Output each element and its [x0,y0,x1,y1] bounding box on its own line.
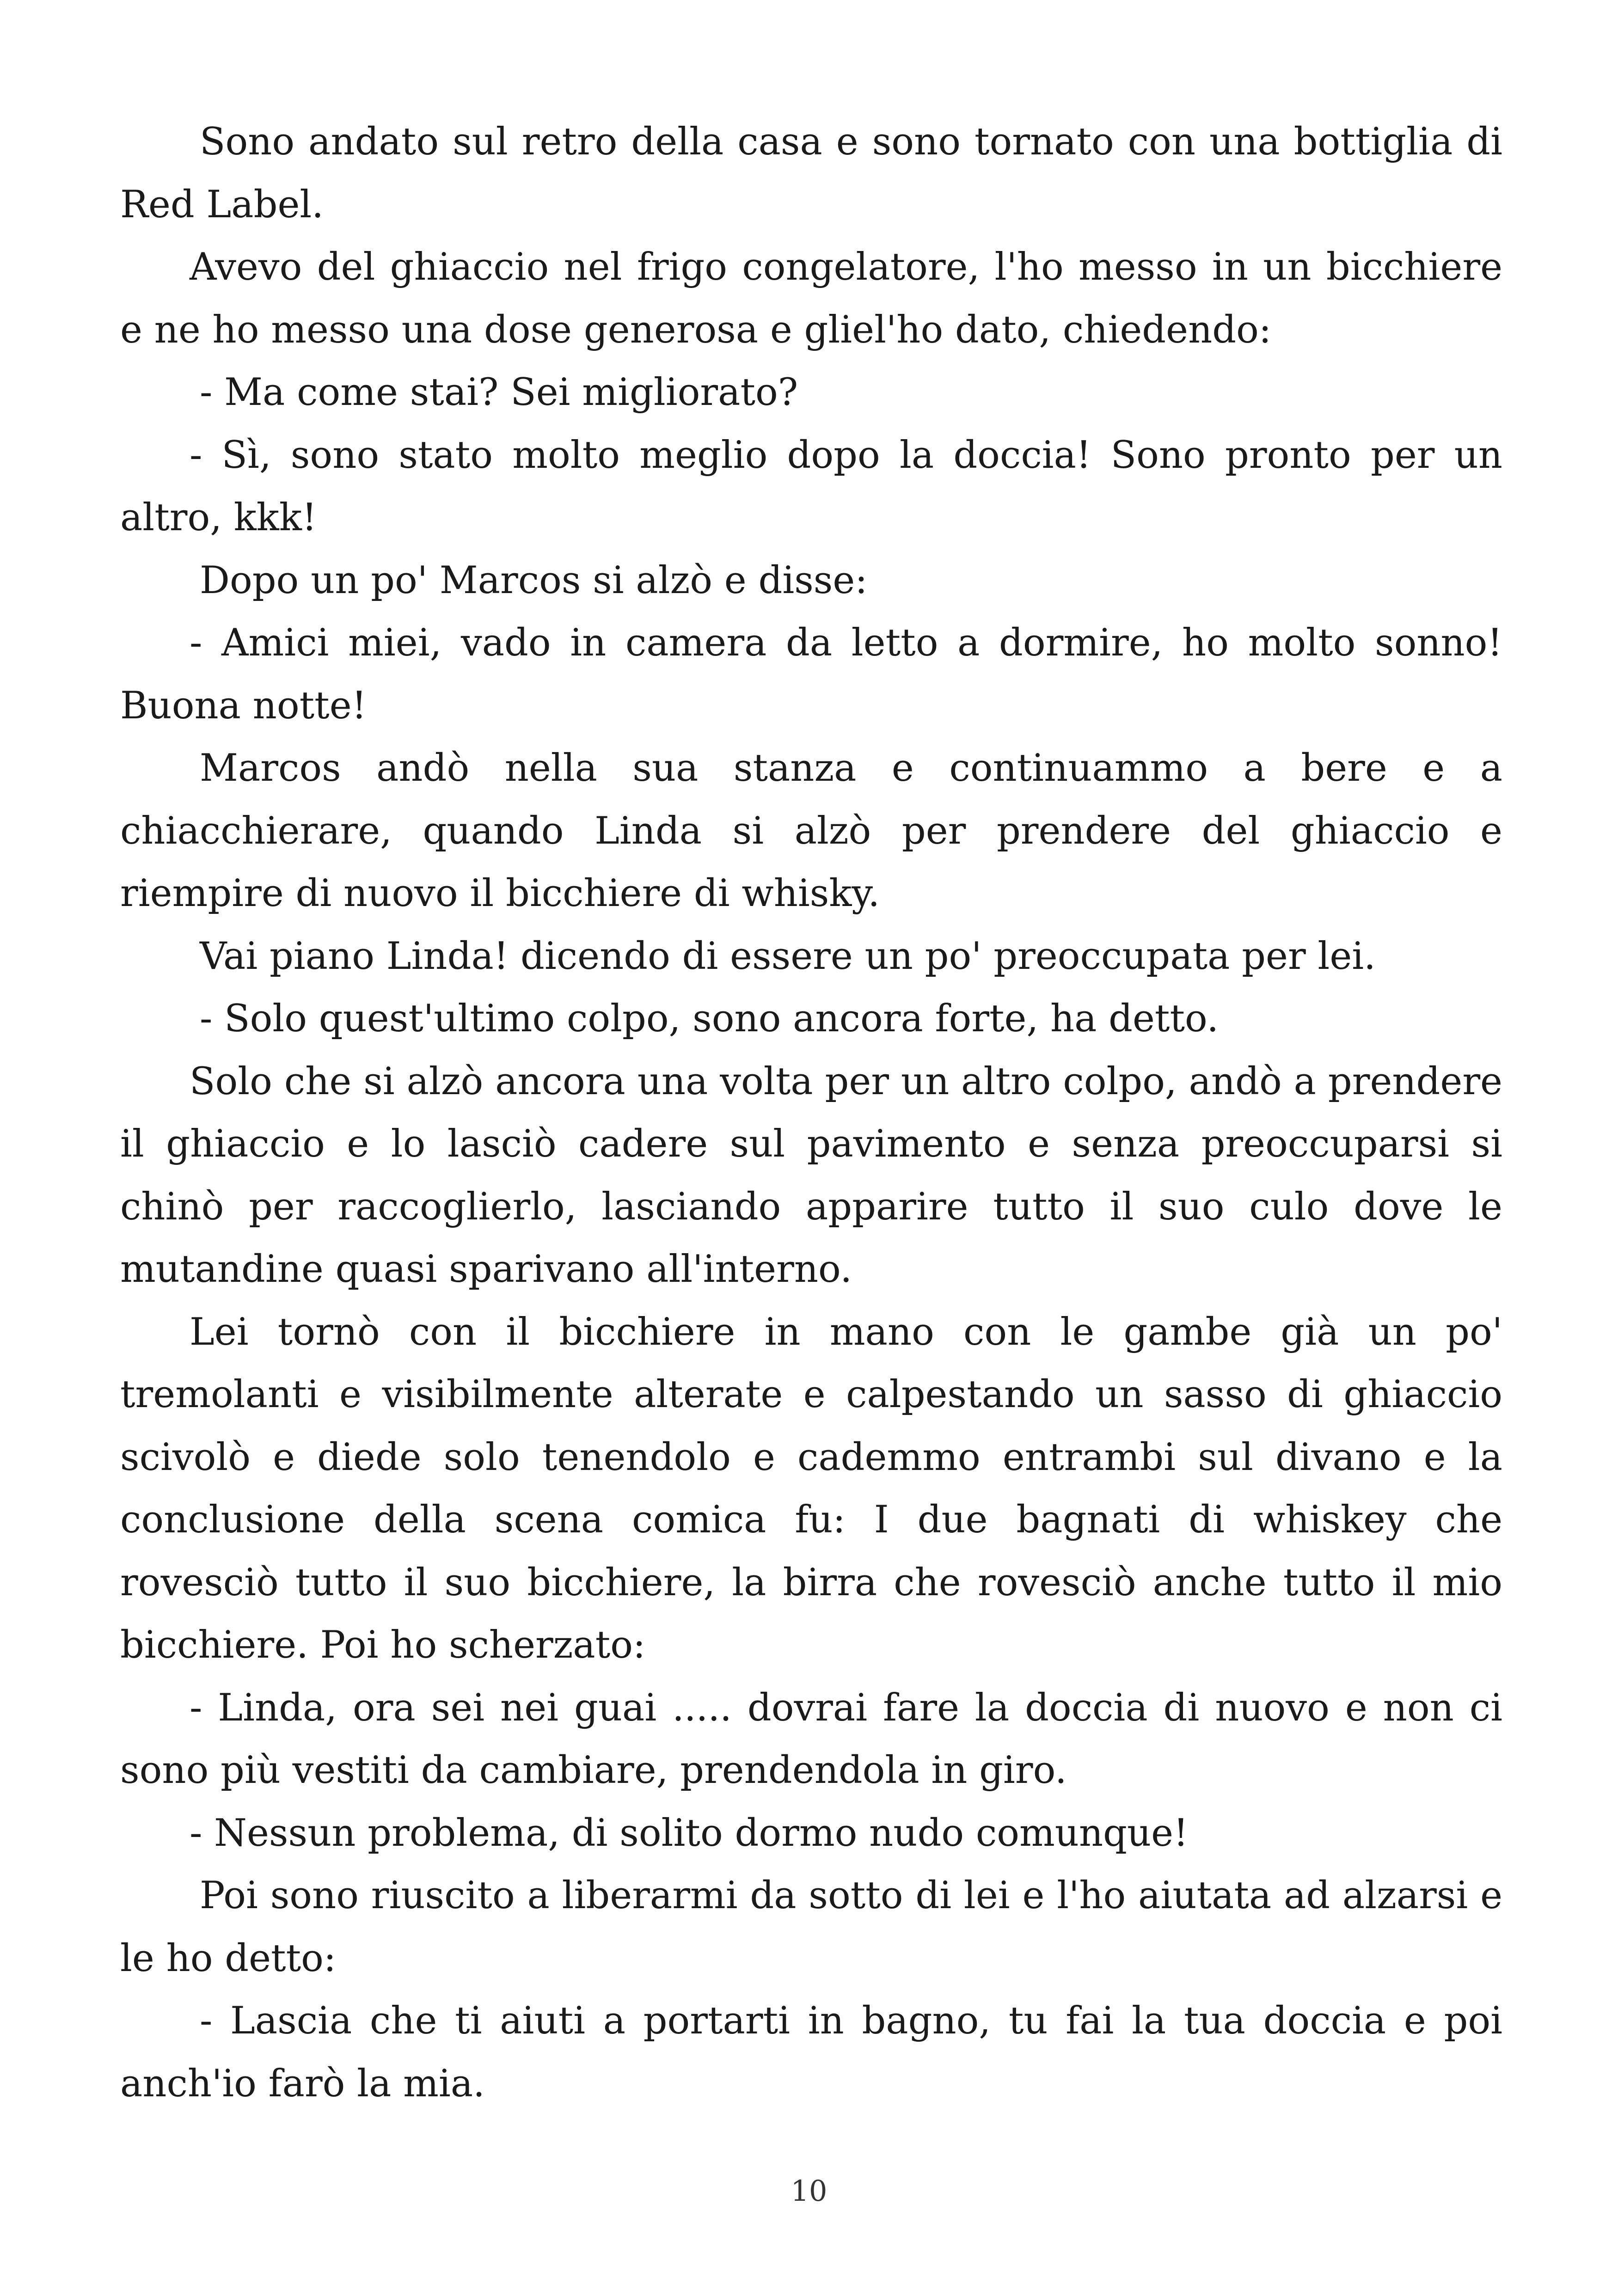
paragraph: - Nessun problema, di solito dormo nudo comunque! [190,1811,1189,1855]
paragraph: Dopo un po' Marcos si alzò e disse: [200,558,868,602]
paragraph: - Ma come stai? Sei migliorato? [200,371,798,414]
paragraph: - Amici miei, vado in camera da letto a dormire, ho molto sonno! Buona notte! [120,621,1502,728]
paragraph: Poi sono riuscito a liberarmi da sotto di lei e l'ho aiutata ad alzarsi e le ho detto: [120,1874,1502,1980]
page-number: 10 [791,2174,827,2208]
paragraph: Avevo del ghiaccio nel frigo congelatore, l'ho messo in un bicchiere e ne ho messo una dose generosa e gliel'ho dato, chiedendo: [120,245,1502,352]
paragraph: - Linda, ora sei nei guai ..... dovrai fare la doccia di nuovo e non ci sono più vestiti da cambiare, prendendola in giro. [120,1686,1502,1792]
paragraph: Marcos andò nella sua stanza e continuammo a bere e a chiacchierare, quando Linda si alzò per prendere del ghiaccio e riempire di nuovo il bicchiere di whisky. [120,747,1502,915]
paragraph: Solo che si alzò ancora una volta per un altro colpo, andò a prendere il ghiaccio e lo lasciò cadere sul pavimento e senza preoccuparsi si chinò per raccoglierlo, lasciando apparire tutto il suo culo dove le mutandine quasi sparivano all'interno. [120,1059,1502,1291]
paragraph: Lei tornò con il bicchiere in mano con le gambe già un po' tremolanti e visibilmente alterate e calpestando un sasso di ghiaccio scivolò e diede solo tenendolo e cademmo entrambi sul divano e la conclusione della scena comica fu: I due bagnati di whiskey che rovesciò tutto il suo bicchiere, la birra che rovesciò anche tutto il mio bicchiere. Poi ho scherzato: [120,1310,1502,1667]
body-text [120,111,1502,2115]
paragraph: - Sì, sono stato molto meglio dopo la doccia! Sono pronto per un altro, kkk! [120,433,1502,539]
paragraph: Vai piano Linda! dicendo di essere un po' preoccupata per lei. [200,934,1376,978]
paragraph: - Solo quest'ultimo colpo, sono ancora forte, ha detto. [200,997,1219,1041]
paragraph: Sono andato sul retro della casa e sono tornato con una bottiglia di Red Label. [120,120,1502,227]
paragraph: - Lascia che ti aiuti a portarti in bagno, tu fai la tua doccia e poi anch'io farò la mia. [120,1999,1502,2106]
